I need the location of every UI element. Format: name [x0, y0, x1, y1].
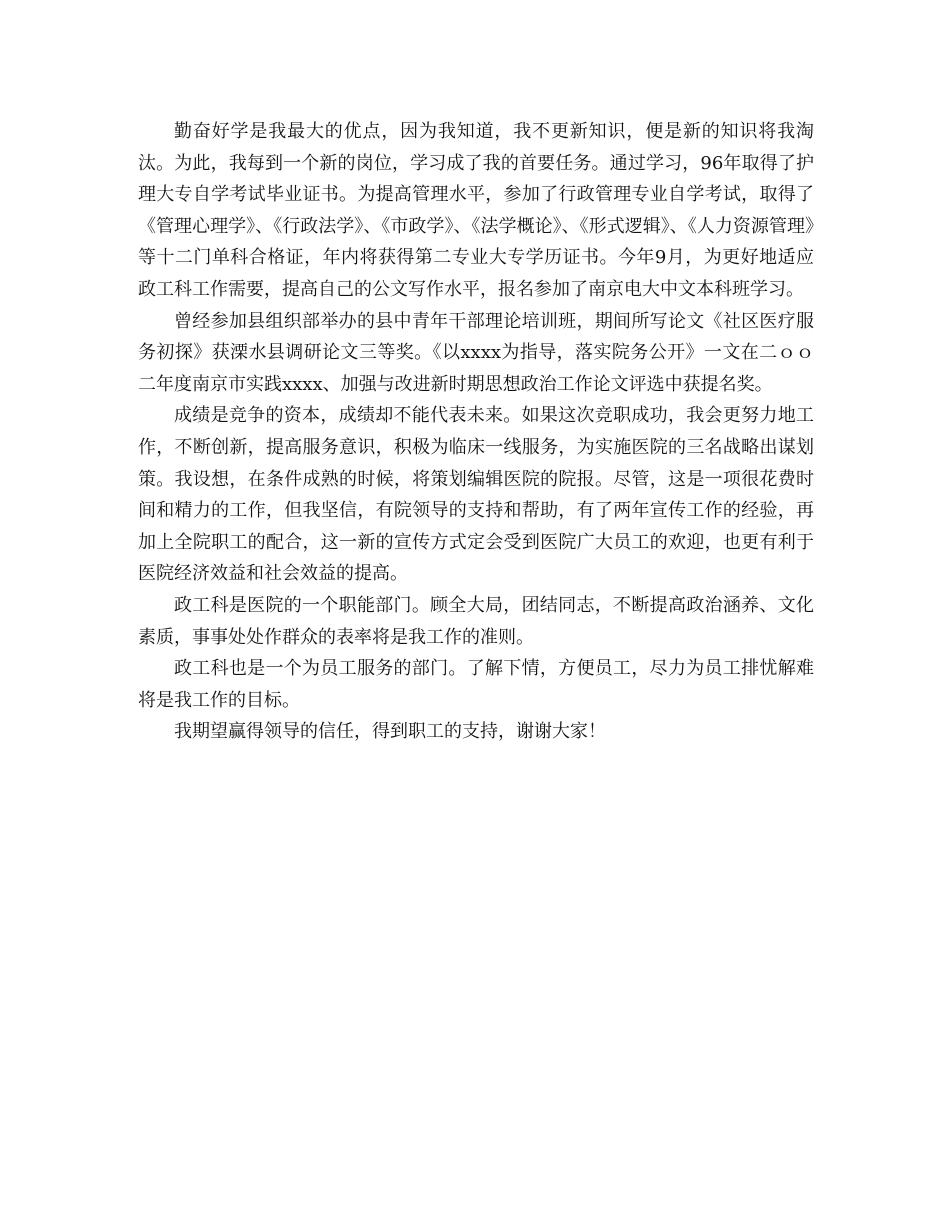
paragraph-study: 勤奋好学是我最大的优点，因为我知道，我不更新知识，便是新的知识将我淘汰。为此，我每到一个新的岗位，学习成了我的首要任务。通过学习，96年取得了护理大专自学考试毕业证书。为提高管理水平，参加了行政管理专业自学考试，取得了《管理心理学》、《行政法学》、《市政学》、《法学概论》、《形式逻辑》、《人力资源管理》等十二门单科合格证，年内将获得第二专业大专学历证书。今年9月，为更好地适应政工科工作需要，提高自己的公文写作水平，报名参加了南京电大中文本科班学习。 — [138, 121, 814, 300]
paragraph-plans: 成绩是竞争的资本，成绩却不能代表未来。如果这次竞职成功，我会更努力地工作，不断创新，提高服务意识，积极为临床一线服务，为实施医院的三名战略出谋划策。我设想，在条件成熟的时候，将策划编辑医院的院报。尽管，这是一项很花费时间和精力的工作，但我坚信，有院领导的支持和帮助，有了两年宣传工作的经验，再加上全院职工的配合，这一新的宣传方式定会受到医院广大员工的欢迎，也更有利于医院经济效益和社会效益的提高。 — [138, 405, 814, 585]
paragraph-closing: 我期望赢得领导的信任，得到职工的支持，谢谢大家！ — [174, 721, 606, 743]
paragraph-service: 政工科也是一个为员工服务的部门。了解下情，方便员工，尽力为员工排忧解难将是我工作的目标。 — [138, 658, 814, 711]
paragraph-papers: 曾经参加县组织部举办的县中青年干部理论培训班，期间所写论文《社区医疗服务初探》获溧水县调研论文三等奖。《以xxxx为指导，落实院务公开》一文在二ｏｏ二年度南京市实践xxxx、加强与改进新时期思想政治工作论文评选中获提名奖。 — [138, 310, 814, 395]
document-body — [138, 116, 814, 748]
paragraph-department-role: 政工科是医院的一个职能部门。顾全大局，团结同志，不断提高政治涵养、文化素质，事事处处作群众的表率将是我工作的准则。 — [138, 594, 814, 648]
